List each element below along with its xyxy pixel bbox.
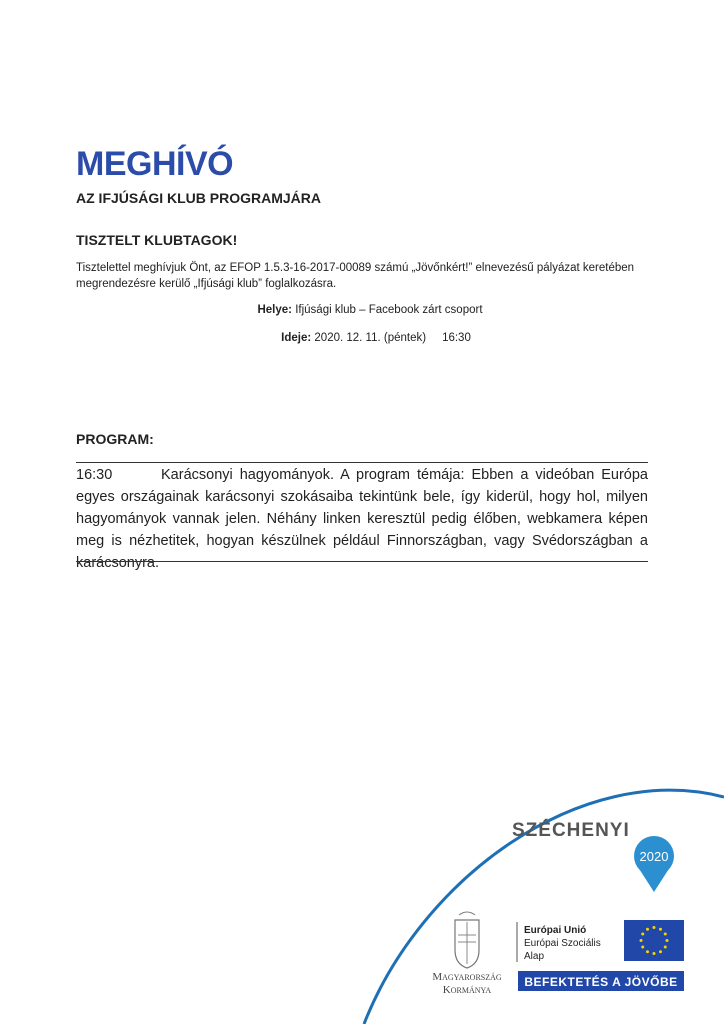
government-line2: Kormánya (442, 984, 492, 996)
eu-star (659, 928, 662, 931)
eu-star (659, 950, 662, 953)
place-label: Helye: (257, 304, 293, 316)
hungarian-coat-of-arms-icon (455, 912, 479, 968)
time-hour: 16:30 (442, 332, 471, 344)
eu-star (664, 946, 667, 949)
eu-star (641, 933, 644, 936)
eu-star (653, 926, 656, 929)
eu-flag-icon (624, 920, 684, 961)
subtitle: AZ IFJÚSÁGI KLUB PROGRAMJÁRA (76, 190, 322, 206)
program-time: 16:30 (76, 467, 113, 483)
szechenyi-pin-icon (634, 836, 674, 892)
page-title: MEGHÍVÓ (76, 145, 234, 183)
time-date: 2020. 12. 11. (péntek) (314, 332, 427, 344)
eu-star (666, 939, 669, 942)
greeting: TISZTELT KLUBTAGOK! (76, 232, 238, 248)
eu-star (664, 933, 667, 936)
eu-line3: Alap (524, 951, 545, 962)
eu-line2: Európai Szociális (524, 938, 601, 949)
program-text: Karácsonyi hagyományok. A program témája: Ebben a videóban Európa egyes országainak karácsonyi szokásaiba tekintünk bele, így kiderül, hogy hol, milyen hagyományok vannak jelen. Néhány linken keresztül pedig élőben, webkamera képen meg is nézhetitek, hogyan készülnek például Finnországban, vagy Svédországban a karácsonyra. (76, 467, 648, 571)
intro-text: Tisztelettel meghívjuk Önt, az EFOP 1.5.3-16-2017-00089 számú „Jövőnkért!” elnevezésű pályázat keretében megrendezésre kerülő „Ifjúsági klub” foglalkozásra. (76, 262, 635, 290)
szechenyi-logo-text: SZÉCHENYI (512, 820, 630, 841)
investment-banner: BEFEKTETÉS A JÖVŐBE (524, 975, 678, 989)
eu-line1: Európai Unió (524, 925, 587, 936)
government-line1: Magyarország (432, 971, 502, 983)
svg-text:2020: 2020 (639, 849, 669, 864)
eu-star (640, 939, 643, 942)
eu-star (653, 952, 656, 955)
time-label: Ideje: (281, 332, 312, 344)
eu-star (641, 946, 644, 949)
place-value: Ifjúsági klub – Facebook zárt csoport (295, 304, 483, 316)
program-heading: PROGRAM: (76, 431, 154, 447)
eu-star (646, 928, 649, 931)
eu-star (646, 950, 649, 953)
